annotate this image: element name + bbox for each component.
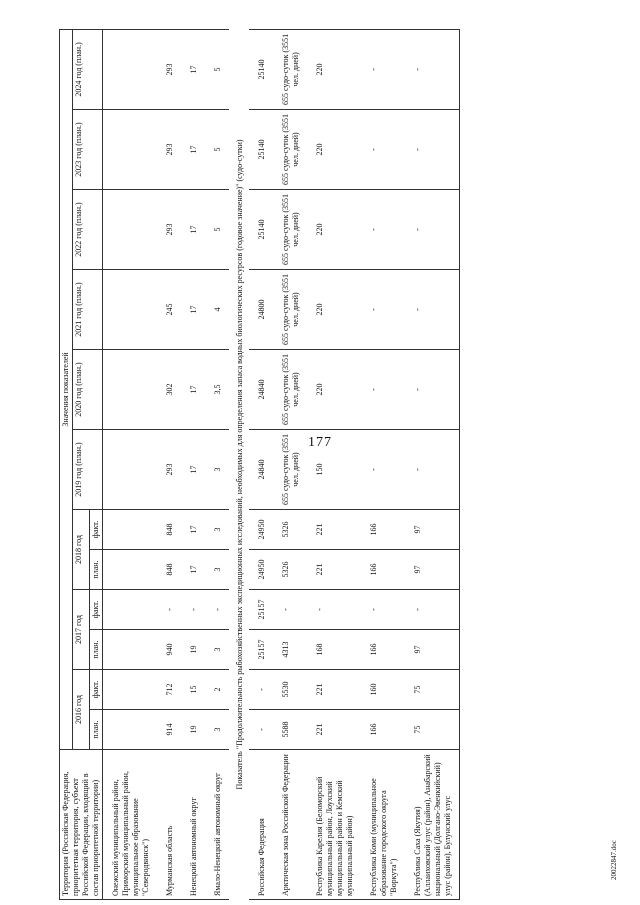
value-cell: 75 — [405, 670, 460, 710]
territory-cell: Республика Карелия (Беломорский муниципальный район, Лоухский муниципальный район и Кемский муниципальный район) — [307, 750, 361, 900]
value-cell: 3 — [205, 550, 229, 590]
value-cell: - — [405, 110, 460, 190]
table-row — [103, 29, 158, 899]
value-cell: 24800 — [249, 270, 273, 350]
value-cell: 221 — [307, 510, 361, 550]
plan-header: план. — [90, 550, 103, 590]
value-cell: 25140 — [249, 29, 273, 109]
value-cell: 3 — [205, 710, 229, 750]
value-cell: - — [361, 350, 405, 430]
value-cell: 17 — [181, 550, 205, 590]
value-cell: - — [405, 350, 460, 430]
value-cell: - — [361, 270, 405, 350]
value-cell: 220 — [307, 29, 361, 109]
value-cell — [103, 670, 158, 710]
territory-cell: Ненецкий автономный округ — [181, 750, 205, 900]
value-cell — [103, 29, 158, 109]
year-header: 2016 год — [73, 670, 90, 750]
value-cell: 655 судо-суток (3551 чел. дней) — [273, 350, 307, 430]
value-cell: 166 — [361, 550, 405, 590]
table-row — [249, 29, 273, 899]
value-cell: - — [405, 590, 460, 630]
value-cell: 17 — [181, 510, 205, 550]
fact-header: факт. — [90, 670, 103, 710]
value-cell — [103, 350, 158, 430]
value-cell: - — [405, 29, 460, 109]
value-cell: 25157 — [249, 590, 273, 630]
value-cell: 293 — [157, 430, 181, 510]
value-cell: 5530 — [273, 670, 307, 710]
value-cell — [103, 110, 158, 190]
planned-year-header: 2020 год (план.) — [73, 350, 103, 430]
value-cell: 221 — [307, 710, 361, 750]
value-cell: 655 судо-суток (3551 чел. дней) — [273, 29, 307, 109]
value-cell: 24950 — [249, 550, 273, 590]
value-cell: 97 — [405, 510, 460, 550]
territory-cell: Республика Коми (муниципальное образование городского округа "Воркута") — [361, 750, 405, 900]
territory-cell: Российская Федерация — [249, 750, 273, 900]
value-cell: - — [273, 590, 307, 630]
value-cell: 166 — [361, 710, 405, 750]
planned-year-header: 2019 год (план.) — [73, 430, 103, 510]
value-cell: 5 — [205, 110, 229, 190]
table-row — [181, 29, 205, 899]
fact-header: факт. — [90, 510, 103, 550]
territory-cell: Мурманская область — [157, 750, 181, 900]
section-row — [229, 29, 249, 899]
value-cell — [103, 550, 158, 590]
indicators-table — [59, 29, 460, 900]
value-cell: 17 — [181, 110, 205, 190]
value-cell: - — [405, 190, 460, 270]
value-cell: 168 — [307, 630, 361, 670]
territory-cell: Республика Саха (Якутия) (Аллаиховский улус (район), Анабарский национальный (Долгано-Эвенкийский) улус (район), Булунский улус — [405, 750, 460, 900]
planned-year-header: 2021 год (план.) — [73, 270, 103, 350]
year-header: 2017 год — [73, 590, 90, 670]
value-cell: - — [157, 590, 181, 630]
value-cell: 19 — [181, 710, 205, 750]
value-cell: 940 — [157, 630, 181, 670]
planned-year-header: 2022 год (план.) — [73, 190, 103, 270]
fact-header: факт. — [90, 590, 103, 630]
value-cell: 166 — [361, 510, 405, 550]
value-cell: 5588 — [273, 710, 307, 750]
rotated-table-container — [59, 30, 452, 900]
table-body — [103, 29, 460, 899]
value-cell: 75 — [405, 710, 460, 750]
value-cell: 25140 — [249, 110, 273, 190]
value-cell: 712 — [157, 670, 181, 710]
table-row — [307, 29, 361, 899]
value-cell: 220 — [307, 270, 361, 350]
value-cell — [103, 510, 158, 550]
value-cell: 17 — [181, 430, 205, 510]
value-cell: 5326 — [273, 550, 307, 590]
value-cell: 24950 — [249, 510, 273, 550]
value-cell: - — [361, 190, 405, 270]
value-cell — [103, 430, 158, 510]
value-cell: 245 — [157, 270, 181, 350]
value-cell: 221 — [307, 670, 361, 710]
value-cell: 655 судо-суток (3551 чел. дней) — [273, 270, 307, 350]
plan-header: план. — [90, 710, 103, 750]
table-row — [157, 29, 181, 899]
value-cell: 97 — [405, 550, 460, 590]
indicators-header: Значения показателей — [60, 29, 73, 749]
value-cell — [103, 630, 158, 670]
value-cell: - — [405, 430, 460, 510]
territory-cell: Арктическая зона Российской Федерации — [273, 750, 307, 900]
value-cell — [103, 590, 158, 630]
table-row — [405, 29, 460, 899]
value-cell: 4313 — [273, 630, 307, 670]
value-cell: 5326 — [273, 510, 307, 550]
value-cell: - — [205, 590, 229, 630]
value-cell: 24840 — [249, 350, 273, 430]
value-cell: 3 — [205, 430, 229, 510]
planned-year-header: 2023 год (план.) — [73, 110, 103, 190]
year-header: 2018 год — [73, 510, 90, 590]
section-title: Показатель "Продолжительность рыбохозяйственных экспедиционных исследований, необходимых для определения запаса водных биологических ресурсов (годовое значение)" (судо-сутки) — [235, 139, 244, 790]
territory-header: Территория (Российская Федерация, приоритетная территория, субъект Российской Федерации, входящий в состав приоритетной территории) — [60, 750, 103, 900]
value-cell: 3 — [205, 630, 229, 670]
value-cell: - — [405, 270, 460, 350]
value-cell: 17 — [181, 190, 205, 270]
table-row — [273, 29, 307, 899]
value-cell — [103, 190, 158, 270]
value-cell: 17 — [181, 29, 205, 109]
value-cell: 293 — [157, 110, 181, 190]
value-cell: 97 — [405, 630, 460, 670]
value-cell: - — [307, 590, 361, 630]
value-cell: 655 судо-суток (3551 чел. дней) — [273, 430, 307, 510]
page-number: 177 — [308, 435, 332, 450]
value-cell: 2 — [205, 670, 229, 710]
value-cell: 160 — [361, 670, 405, 710]
table-row — [361, 29, 405, 899]
value-cell: - — [249, 670, 273, 710]
territory-cell: Онежский муниципальный район, Приморский муниципальный район, муниципальное образование "Северодвинск") — [103, 750, 158, 900]
value-cell: 150 — [307, 430, 361, 510]
value-cell: 5 — [205, 190, 229, 270]
value-cell: 25140 — [249, 190, 273, 270]
value-cell: 15 — [181, 670, 205, 710]
planned-year-header: 2024 год (план.) — [73, 29, 103, 109]
value-cell: 25157 — [249, 630, 273, 670]
value-cell: 302 — [157, 350, 181, 430]
value-cell: 221 — [307, 550, 361, 590]
value-cell: 3,5 — [205, 350, 229, 430]
value-cell: - — [361, 430, 405, 510]
value-cell: - — [361, 29, 405, 109]
value-cell: 17 — [181, 350, 205, 430]
value-cell: 4 — [205, 270, 229, 350]
value-cell: 914 — [157, 710, 181, 750]
value-cell: 848 — [157, 510, 181, 550]
table-row — [205, 29, 229, 899]
territory-cell: Ямало-Ненецкий автономный округ — [205, 750, 229, 900]
value-cell: - — [181, 590, 205, 630]
value-cell: 848 — [157, 550, 181, 590]
value-cell — [103, 710, 158, 750]
plan-header: план. — [90, 630, 103, 670]
value-cell: - — [361, 590, 405, 630]
value-cell: 17 — [181, 270, 205, 350]
value-cell: 220 — [307, 110, 361, 190]
value-cell: 220 — [307, 190, 361, 270]
value-cell: 293 — [157, 190, 181, 270]
value-cell: - — [361, 110, 405, 190]
value-cell: 293 — [157, 29, 181, 109]
value-cell — [103, 270, 158, 350]
value-cell: 166 — [361, 630, 405, 670]
value-cell: 3 — [205, 510, 229, 550]
value-cell: 655 судо-суток (3551 чел. дней) — [273, 190, 307, 270]
value-cell: 19 — [181, 630, 205, 670]
value-cell: 655 судо-суток (3551 чел. дней) — [273, 110, 307, 190]
value-cell: - — [249, 710, 273, 750]
value-cell: 220 — [307, 350, 361, 430]
value-cell: 24840 — [249, 430, 273, 510]
value-cell: 5 — [205, 29, 229, 109]
